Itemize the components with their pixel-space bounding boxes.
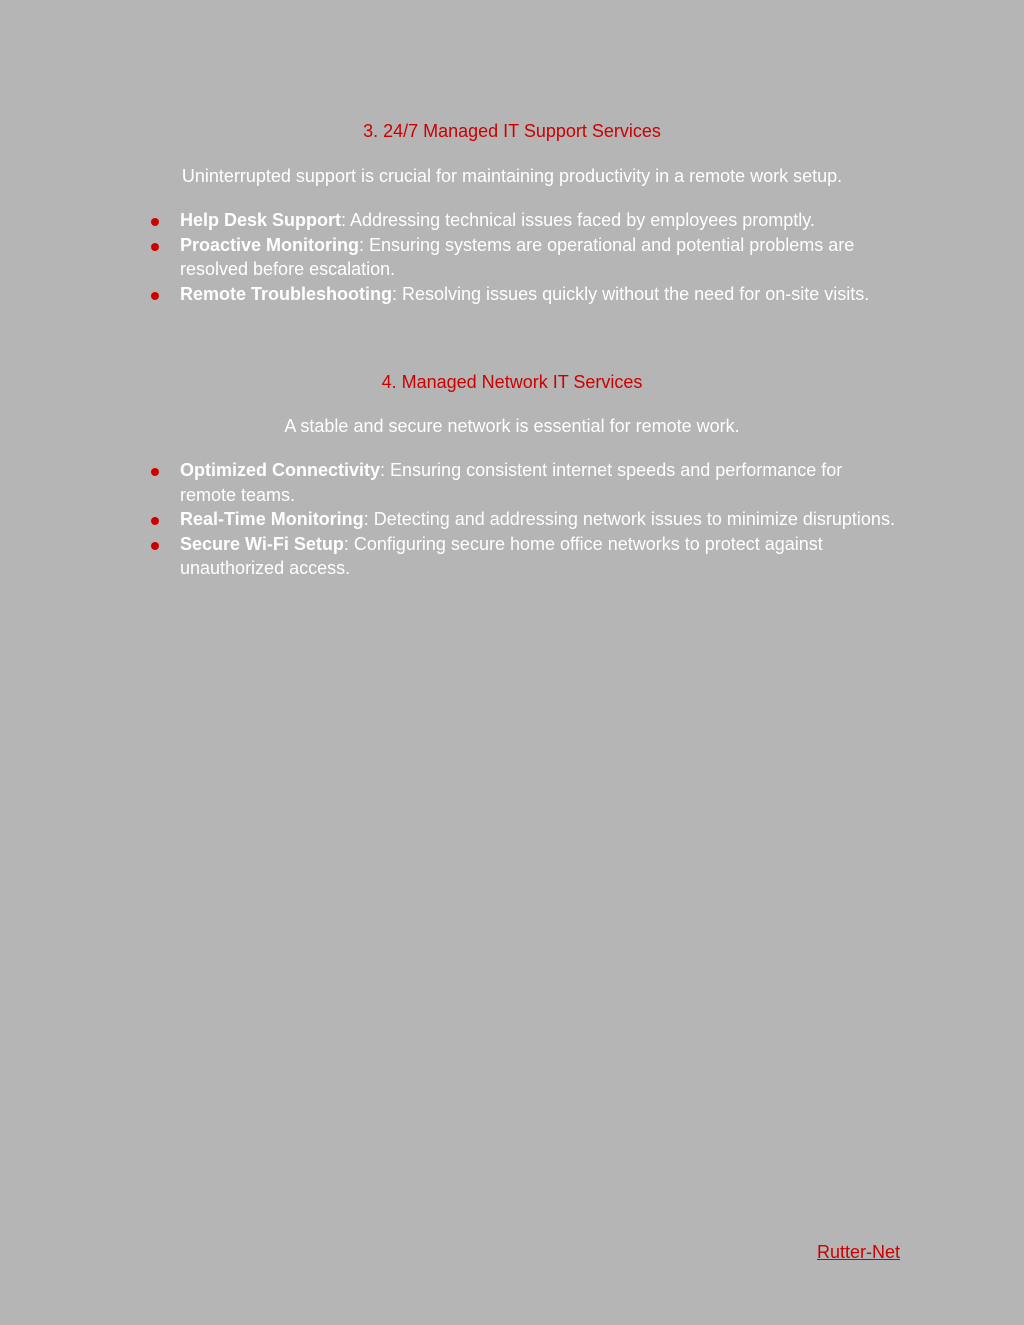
bullet-icon	[151, 218, 159, 226]
rutter-net-link[interactable]: Rutter-Net	[816, 1242, 900, 1262]
bullet-icon	[151, 542, 159, 550]
list-item	[180, 282, 900, 307]
section-3-intro: Uninterrupted support is crucial for maintaining productivity in a remote work setup.	[181, 166, 843, 186]
list-item-desc: : Configuring secure home office networks to protect against unauthorized access.	[180, 533, 823, 578]
list-item-term: Proactive Monitoring	[180, 234, 360, 255]
list-item	[180, 458, 900, 507]
list-item-desc: : Addressing technical issues faced by employees promptly.	[341, 210, 815, 230]
section-4-list	[180, 458, 900, 581]
section-4-heading: 4. Managed Network IT Services	[381, 372, 643, 392]
section-4-intro: A stable and secure network is essential for remote work.	[284, 416, 740, 436]
bullet-icon	[151, 243, 159, 251]
list-item-term: Help Desk Support	[180, 210, 342, 230]
list-item-term: Secure Wi-Fi Setup	[180, 533, 344, 554]
list-item-term: Optimized Connectivity	[180, 460, 381, 480]
list-item-desc: : Ensuring consistent internet speeds and performance for remote teams.	[180, 460, 843, 505]
list-item-term: Remote Troubleshooting	[180, 283, 393, 304]
list-item-desc: : Resolving issues quickly without the need for on-site visits.	[392, 283, 870, 304]
bullet-icon	[151, 517, 159, 525]
list-item-term: Real-Time Monitoring	[180, 509, 364, 529]
list-item	[180, 233, 900, 282]
bullet-icon	[151, 292, 159, 300]
list-item-desc: : Detecting and addressing network issues to minimize disruptions.	[363, 509, 895, 529]
list-item	[180, 208, 900, 233]
list-item	[180, 532, 900, 581]
section-3-list	[180, 208, 900, 306]
section-3-heading: 3. 24/7 Managed IT Support Services	[363, 121, 661, 141]
list-item	[180, 507, 900, 532]
list-item-desc: : Ensuring systems are operational and potential problems are resolved before escalation.	[180, 234, 855, 279]
bullet-icon	[151, 468, 159, 476]
